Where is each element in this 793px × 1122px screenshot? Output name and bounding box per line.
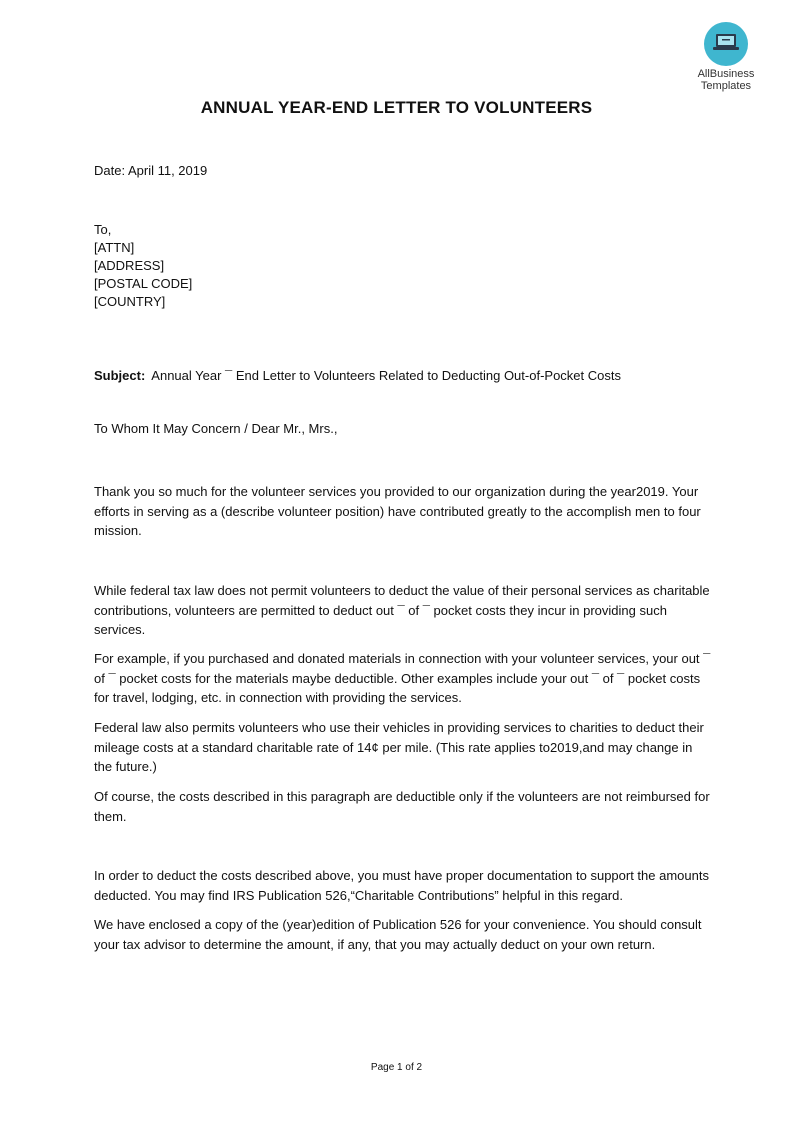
recipient-address [94, 221, 714, 311]
brand-logo [690, 22, 762, 92]
subject-line [94, 366, 714, 386]
subject-text: Annual Year ¯ End Letter to Volunteers Related to Deducting Out-of-Pocket Costs [151, 368, 621, 383]
paragraph-example: For example, if you purchased and donated materials in connection with your volunteer services, your out ¯ of ¯ pocket costs for the materials maybe deductible. Other examples include your out ¯ of ¯ pocket costs for travel, lodging, etc. in connection with providing the services. [94, 651, 711, 705]
subject-label: Subject: [94, 368, 146, 383]
address-attn: [ATTN] [94, 240, 135, 255]
paragraph-thanks: Thank you so much for the volunteer services you provided to our organization during the year2019. Your efforts in serving as a (describe volunteer position) have contributed greatly to the accomplish men to four mission. [94, 484, 701, 538]
address-street: [ADDRESS] [94, 258, 165, 273]
document-title: ANNUAL YEAR-END LETTER TO VOLUNTEERS [200, 98, 593, 117]
address-postal: [POSTAL CODE] [94, 276, 193, 291]
laptop-icon [704, 22, 748, 66]
address-to: To, [94, 222, 112, 237]
logo-line-2: Templates [700, 80, 752, 92]
logo-line-1: AllBusiness [697, 68, 755, 80]
page-number: Page 1 of 2 [370, 1062, 423, 1073]
paragraph-documentation: In order to deduct the costs described above, you must have proper documentation to support the amounts deducted. You may find IRS Publication 526,“Charitable Contributions” helpful in this regard. [94, 868, 709, 903]
paragraph-reimbursement: Of course, the costs described in this paragraph are deductible only if the volunteers are not reimbursed for them. [94, 789, 710, 824]
paragraph-mileage: Federal law also permits volunteers who use their vehicles in providing services to charities to deduct their mileage costs at a standard charitable rate of 14¢ per mile. (This rate applies to2019,and may change in the future.) [94, 720, 704, 774]
paragraph-tax-law: While federal tax law does not permit volunteers to deduct the value of their personal services as charitable contributions, volunteers are permitted to deduct out ¯ of ¯ pocket costs they incur in providing such services. [94, 583, 710, 637]
salutation: To Whom It May Concern / Dear Mr., Mrs., [94, 421, 338, 436]
paragraph-publication: We have enclosed a copy of the (year)edition of Publication 526 for your convenience. You should consult your tax advisor to determine the amount, if any, that you may actually deduct on your own return. [94, 917, 702, 952]
logo-text [690, 68, 762, 92]
address-country: [COUNTRY] [94, 294, 166, 309]
letter-date: Date: April 11, 2019 [94, 163, 208, 178]
